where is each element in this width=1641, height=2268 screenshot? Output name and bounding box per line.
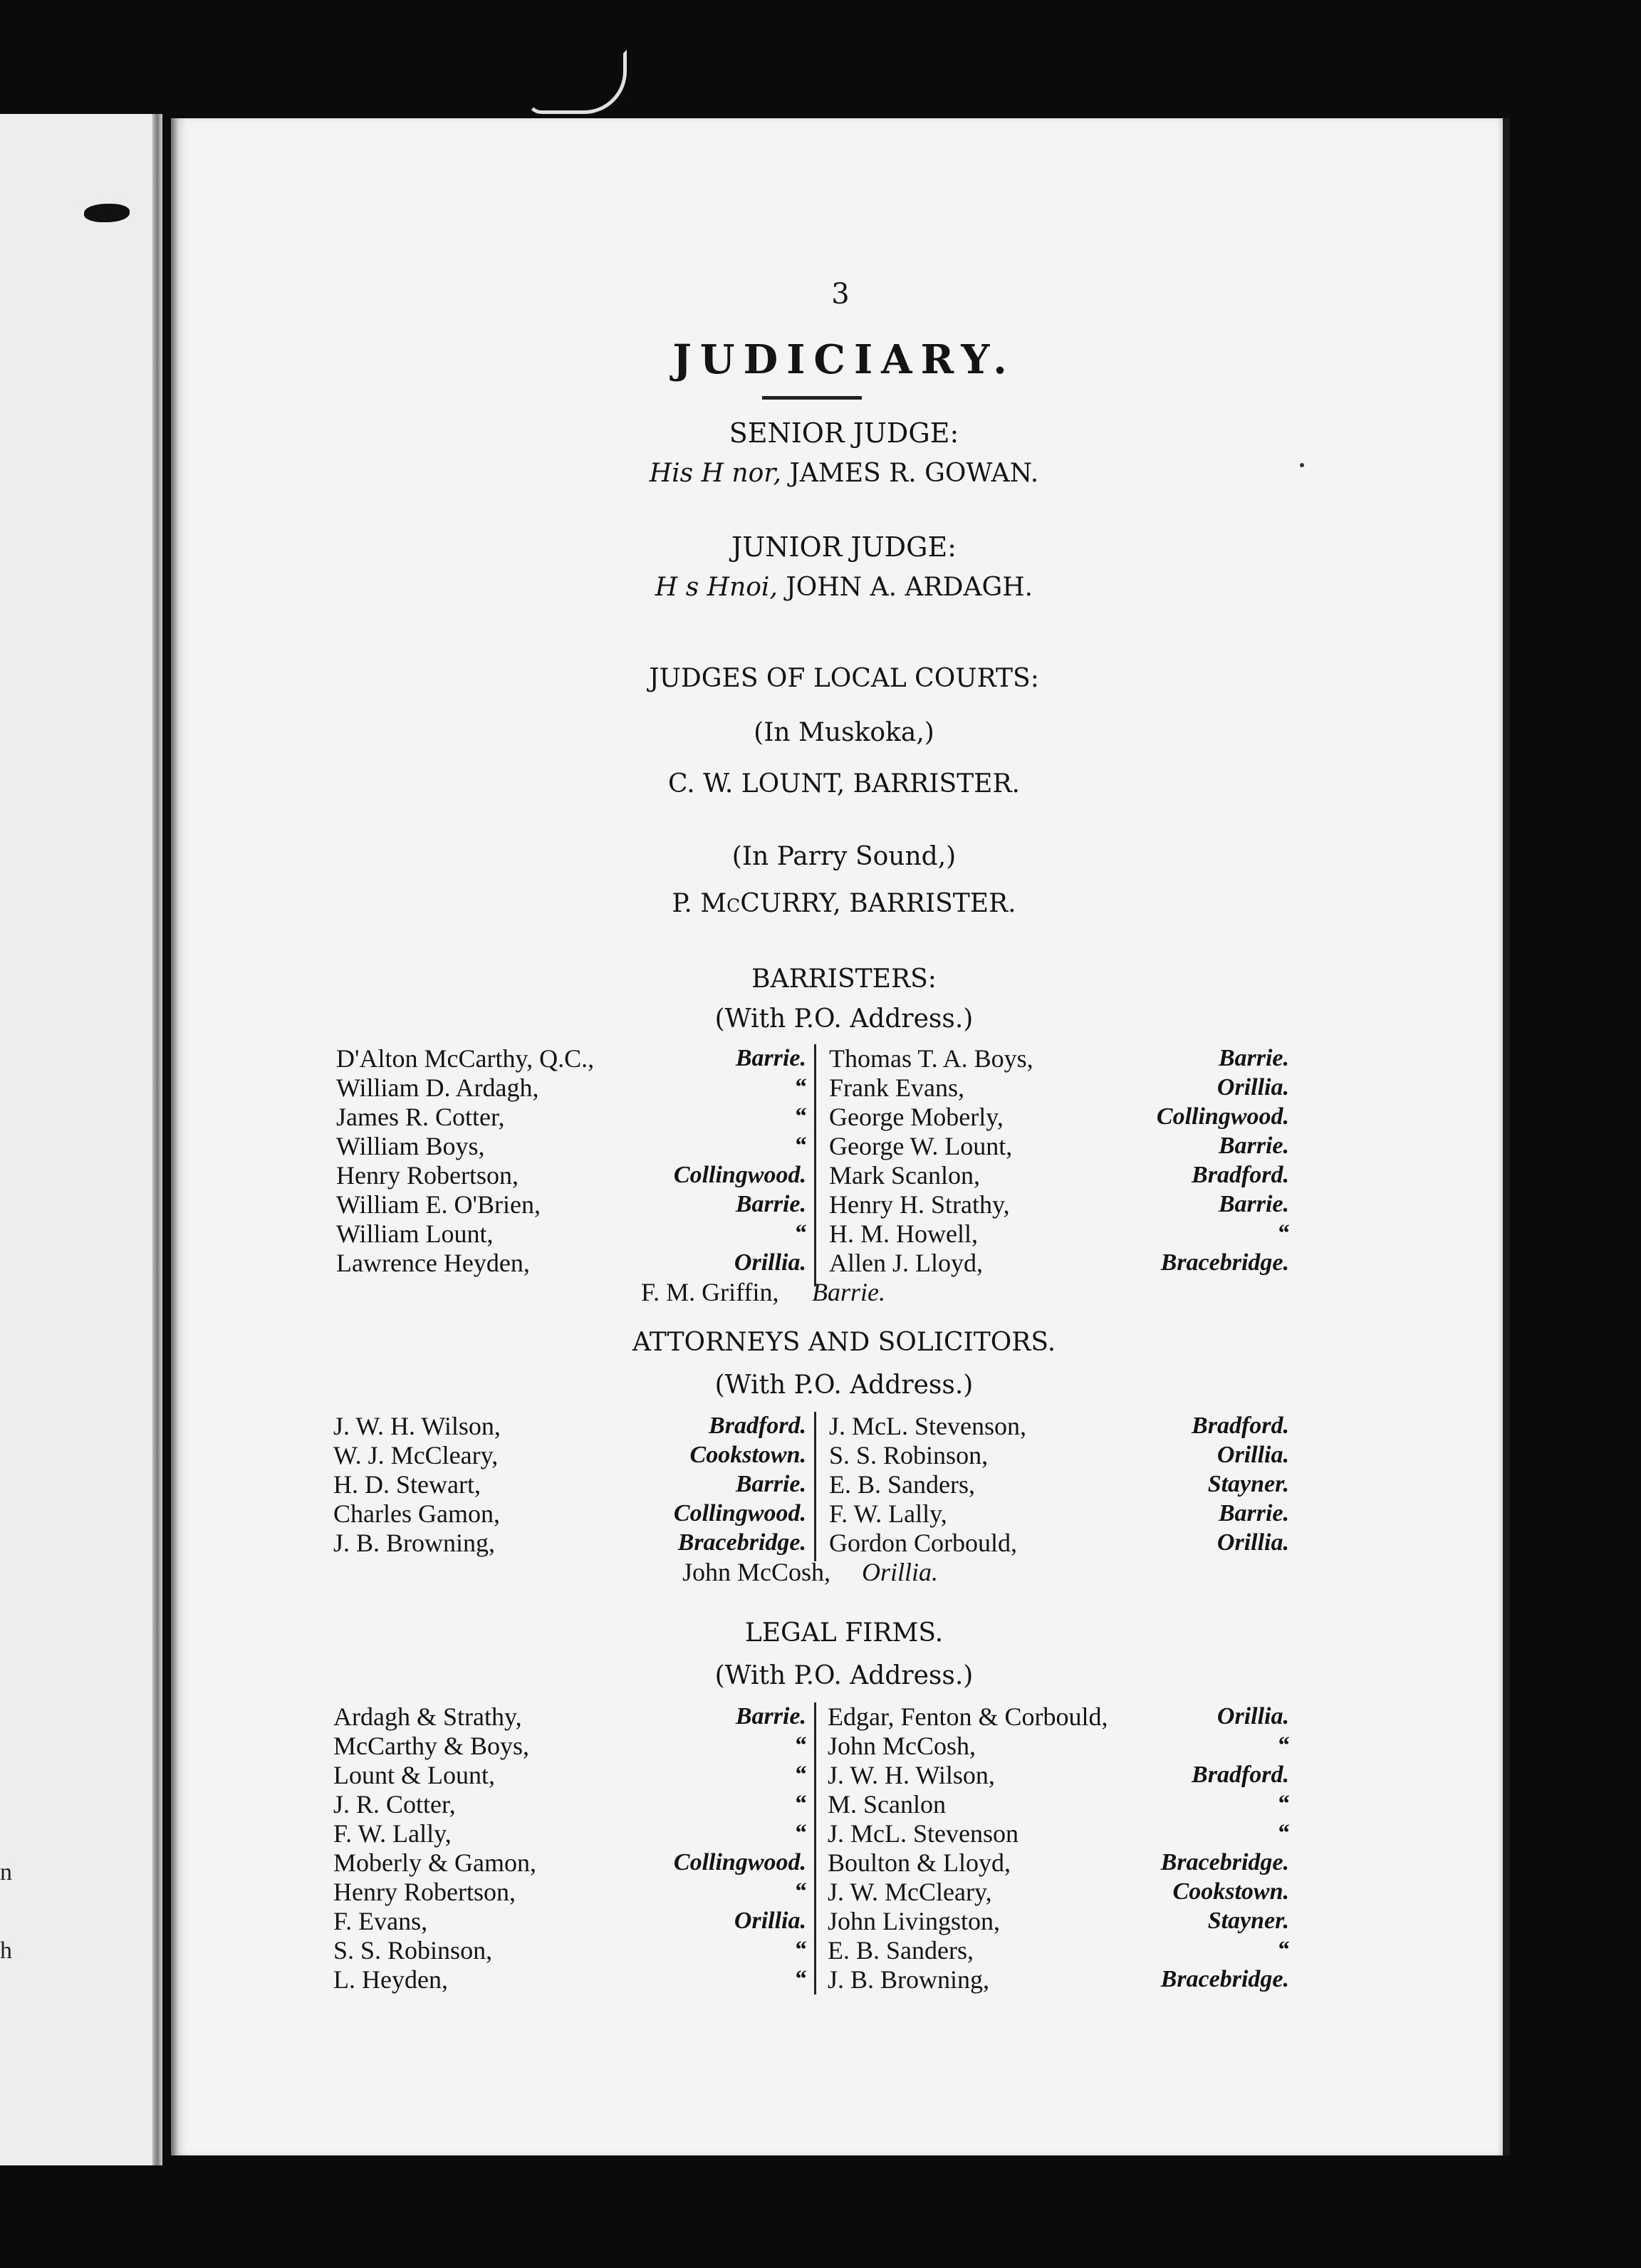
firm-place: Cookstown. — [1172, 1878, 1289, 1905]
firm-place: Bracebridge. — [1160, 1849, 1289, 1876]
senior-judge-heading: SENIOR JUDGE: — [729, 417, 959, 449]
firm-place: “ — [794, 1937, 806, 1963]
barrister-name: Allen J. Lloyd, — [829, 1249, 983, 1277]
barrister-place: “ — [794, 1074, 806, 1101]
attorney-name: J. B. Browning, — [333, 1529, 496, 1557]
firm-name: J. McL. Stevenson — [828, 1819, 1019, 1848]
attorney-name: F. W. Lally, — [829, 1499, 947, 1528]
senior-judge-name: JAMES R. GOWAN. — [789, 459, 1039, 488]
attorneys-footer-place: Orillia. — [862, 1558, 939, 1586]
barrister-name: William E. O'Brien, — [336, 1190, 541, 1219]
firm-place: “ — [794, 1966, 806, 1992]
barrister-name: James R. Cotter, — [336, 1103, 505, 1131]
barrister-name: Thomas T. A. Boys, — [829, 1044, 1033, 1073]
barrister-place: Bradford. — [1192, 1162, 1289, 1188]
attorney-place: Barrie. — [1218, 1500, 1289, 1526]
binding-gutter — [152, 114, 162, 2165]
column-divider — [814, 1044, 816, 1286]
junior-judge-heading: JUNIOR JUDGE: — [731, 531, 957, 563]
firm-place: Orillia. — [1217, 1703, 1289, 1729]
barrister-place: Barrie. — [735, 1045, 806, 1071]
attorney-place: Orillia. — [1217, 1442, 1289, 1468]
firm-name: Edgar, Fenton & Corbould, — [828, 1702, 1108, 1731]
barrister-name: Mark Scanlon, — [829, 1161, 980, 1190]
senior-judge-honorific: His H nor, — [649, 459, 781, 488]
attorney-place: Bradford. — [709, 1413, 806, 1439]
barrister-name: Frank Evans, — [829, 1073, 964, 1102]
legal-firms-subheading: (With P.O. Address.) — [714, 1661, 974, 1690]
parry-sound-judge: P. McCURRY, BARRISTER. — [672, 889, 1016, 918]
barrister-name: Henry H. Strathy, — [829, 1190, 1010, 1219]
attorneys-heading: ATTORNEYS AND SOLICITORS. — [632, 1328, 1056, 1357]
attorney-place: Stayner. — [1207, 1471, 1289, 1497]
column-divider — [814, 1702, 816, 1994]
firm-name: John Livingston, — [828, 1907, 1001, 1935]
title-rule — [762, 396, 862, 400]
attorney-place: Collingwood. — [673, 1500, 806, 1526]
barrister-name: George Moberly, — [829, 1103, 1004, 1131]
page-title: JUDICIARY. — [672, 336, 1016, 383]
muskoka-label: (In Muskoka,) — [754, 718, 934, 747]
firm-place: “ — [794, 1878, 806, 1905]
attorney-name: E. B. Sanders, — [829, 1470, 975, 1499]
attorney-name: W. J. McCleary, — [333, 1441, 499, 1469]
firm-place: “ — [794, 1762, 806, 1788]
firm-name: Moberly & Gamon, — [333, 1848, 536, 1877]
barrister-name: George W. Lount, — [829, 1132, 1013, 1160]
barrister-name: D'Alton McCarthy, Q.C., — [336, 1044, 595, 1073]
barrister-place: Barrie. — [1218, 1191, 1289, 1217]
firm-name: J. W. McCleary, — [828, 1878, 992, 1906]
stray-thread-mark — [527, 50, 627, 114]
firm-name: McCarthy & Boys, — [333, 1732, 529, 1760]
firm-place: “ — [1277, 1820, 1289, 1846]
barrister-place: Barrie. — [735, 1191, 806, 1217]
legal-firms-heading: LEGAL FIRMS. — [744, 1618, 944, 1648]
parry-sound-label: (In Parry Sound,) — [731, 842, 957, 871]
barristers-heading: BARRISTERS: — [751, 964, 937, 994]
barrister-place: Collingwood. — [673, 1162, 806, 1188]
attorney-place: Orillia. — [1217, 1529, 1289, 1556]
barrister-place: Orillia. — [1217, 1074, 1289, 1101]
local-courts-heading: JUDGES OF LOCAL COURTS: — [649, 664, 1039, 693]
firm-name: L. Heyden, — [333, 1965, 448, 1994]
firm-place: “ — [1277, 1791, 1289, 1817]
attorney-name: J. McL. Stevenson, — [829, 1412, 1026, 1440]
attorneys-footer-name: John McCosh, — [682, 1558, 831, 1586]
attorney-place: Cookstown. — [689, 1442, 806, 1468]
firm-name: F. W. Lally, — [333, 1819, 452, 1848]
firm-place: “ — [1277, 1937, 1289, 1963]
firm-place: Barrie. — [735, 1703, 806, 1729]
firm-name: M. Scanlon — [828, 1790, 946, 1819]
firm-place: “ — [794, 1732, 806, 1759]
barristers-footer-place: Barrie. — [812, 1278, 885, 1306]
attorney-name: S. S. Robinson, — [829, 1441, 989, 1469]
barrister-place: Orillia. — [734, 1249, 806, 1276]
barrister-place: Barrie. — [1218, 1133, 1289, 1159]
firm-place: Bracebridge. — [1160, 1966, 1289, 1992]
firm-name: Henry Robertson, — [333, 1878, 516, 1906]
firm-place: “ — [1277, 1732, 1289, 1759]
attorney-name: Charles Gamon, — [333, 1499, 500, 1528]
barrister-place: Barrie. — [1218, 1045, 1289, 1071]
attorney-name: Gordon Corbould, — [829, 1529, 1017, 1557]
junior-judge-line — [185, 573, 1503, 602]
firm-place: “ — [794, 1820, 806, 1846]
column-divider — [814, 1412, 816, 1561]
barrister-place: “ — [794, 1220, 806, 1247]
attorney-name: H. D. Stewart, — [333, 1470, 481, 1499]
firm-name: J. B. Browning, — [828, 1965, 990, 1994]
attorney-place: Bradford. — [1192, 1413, 1289, 1439]
facing-page-fragment: n — [0, 1859, 12, 1885]
barrister-place: Bracebridge. — [1160, 1249, 1289, 1276]
barrister-name: H. M. Howell, — [829, 1219, 978, 1248]
firm-place: Bradford. — [1192, 1762, 1289, 1788]
barrister-name: Lawrence Heyden, — [336, 1249, 530, 1277]
muskoka-judge: C. W. LOUNT, BARRISTER. — [668, 769, 1020, 799]
firm-place: Stayner. — [1207, 1908, 1289, 1934]
attorneys-subheading: (With P.O. Address.) — [714, 1370, 974, 1400]
page-binding-shadow — [171, 118, 178, 2155]
firm-name: E. B. Sanders, — [828, 1936, 974, 1965]
barrister-place: “ — [794, 1103, 806, 1130]
junior-judge-name: JOHN A. ARDAGH. — [786, 573, 1033, 602]
firm-name: Ardagh & Strathy, — [333, 1702, 522, 1731]
senior-judge-line — [185, 459, 1503, 488]
document-page — [171, 118, 1510, 2155]
barrister-name: Henry Robertson, — [336, 1161, 519, 1190]
barrister-place: “ — [794, 1133, 806, 1159]
barrister-name: William Lount, — [336, 1219, 494, 1248]
firm-name: J. W. H. Wilson, — [828, 1761, 995, 1789]
page-number: 3 — [831, 278, 850, 311]
attorney-place: Bracebridge. — [677, 1529, 806, 1556]
facing-page-fragment: h — [0, 1937, 12, 1964]
firm-name: S. S. Robinson, — [333, 1936, 493, 1965]
attorney-place: Barrie. — [735, 1471, 806, 1497]
barrister-name: William Boys, — [336, 1132, 485, 1160]
barrister-place: “ — [1277, 1220, 1289, 1247]
barristers-subheading: (With P.O. Address.) — [714, 1004, 974, 1034]
firm-name: J. R. Cotter, — [333, 1790, 456, 1819]
firm-place: Orillia. — [734, 1908, 806, 1934]
facing-page-edge — [0, 114, 162, 2165]
firm-name: F. Evans, — [333, 1907, 428, 1935]
firm-name: Boulton & Lloyd, — [828, 1848, 1011, 1877]
firm-place: Collingwood. — [673, 1849, 806, 1876]
firm-name: Lount & Lount, — [333, 1761, 495, 1789]
attorney-name: J. W. H. Wilson, — [333, 1412, 501, 1440]
barrister-name: William D. Ardagh, — [336, 1073, 539, 1102]
barrister-place: Collingwood. — [1156, 1103, 1289, 1130]
junior-judge-honorific: H s Hnoi, — [655, 573, 778, 602]
firm-name: John McCosh, — [828, 1732, 976, 1760]
barristers-footer-name: F. M. Griffin, — [641, 1278, 779, 1306]
clip-mark-left — [84, 204, 130, 222]
firm-place: “ — [794, 1791, 806, 1817]
